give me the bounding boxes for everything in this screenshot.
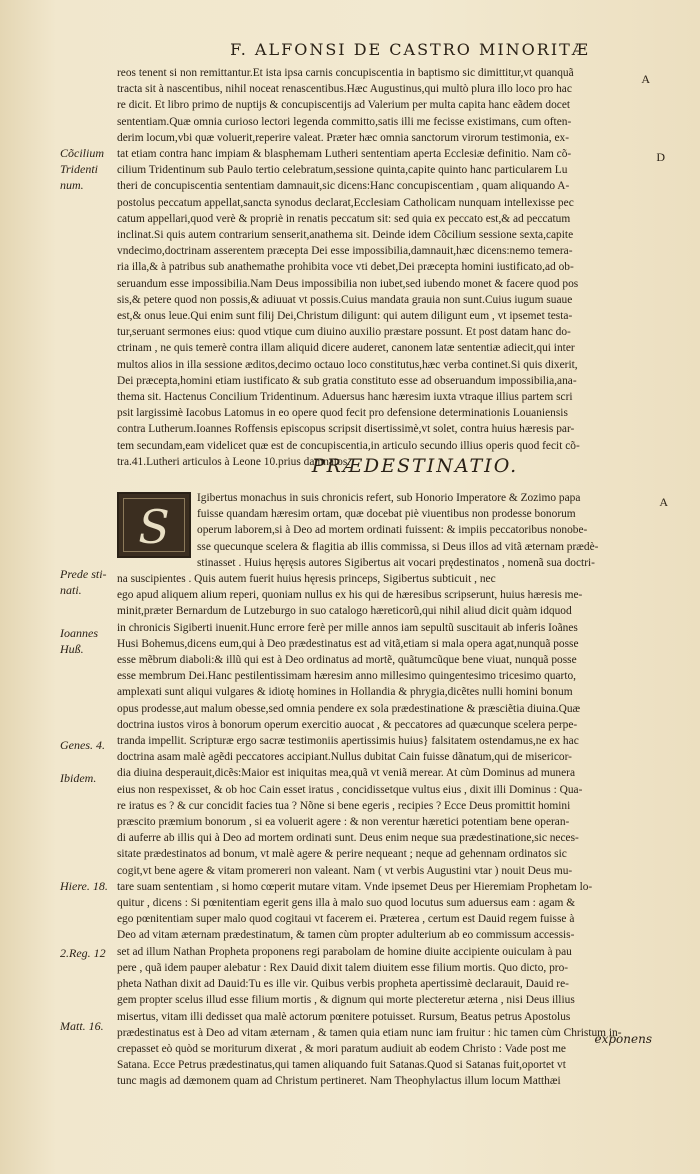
margin-note-concilium: Cõcilium Tridenti num. <box>60 146 104 192</box>
text-line: minit,præter Bernardum de Lutzeburgo in suo catalogo hæreticorũ,qui nihil aliud dicit quàm idquod <box>117 605 572 618</box>
text-line: ego apud aliquem alium reperi, quoniam nullus ex his qui de hæresibus scripserunt, huius hæresis me- <box>117 589 583 602</box>
text-line: seruandum esse impossibilia.Nam Deus impossibilia non iubet,sed iubendo monet & facere quod pos <box>117 277 579 290</box>
text-line: operum laborem,si à Deo ad mortem ordinati fuissent: & impiis peccatoribus nonobe- <box>197 524 588 537</box>
text-line: tat etiam contra hanc impiam & blasphemam Lutheri sententiam aperta Ecclesiæ definitio. Nam cõ- <box>117 148 572 161</box>
text-line: cogit,vt bene agere & vitam promereri non valeant. Nam ( vt verbis Augustini vtar ) nouit Deus mu- <box>117 864 573 877</box>
margin-note-ibidem: Ibidem. <box>60 771 97 785</box>
text-line: inclinat.Si quis autem contrarium senserit,anathema sit. Deinde idem Cõcilium sessione sexta,capite <box>117 229 574 242</box>
text-line: ego pœnitentiam super malo quod cogitaui vt facerem ei. Præterea , certum est Dauid regem fuisse à <box>117 913 575 926</box>
text-line: in chronicis Sigiberti inuenit.Hunc errore ferè per mille annos iam sepultũ suscitauit ab inferis Ioãnes <box>117 621 578 634</box>
text-line: sententiam.Quæ omnia curioso lectori legenda committo,satis illi me fecisse existimans, cum often- <box>117 115 572 128</box>
text-line: theri de concupiscentia sententiam damnauit,sic dicens:Hanc concupiscentiam , quam aliquando A- <box>117 180 570 193</box>
catchword: exponens <box>594 1032 652 1046</box>
text-line: re dicit. Et libro primo de nuptijs & concupiscentijs ad Valerium per multa capita hanc eãdem docet <box>117 99 571 112</box>
text-line: tra.41.Lutheri articulos à Leone 10.prius damnatos. <box>117 455 351 468</box>
text-line: misertus, vitam illi dedisset qua malè actorum pœnitere potuisset. Rursum, Beatus petrus Apostolus <box>117 1010 571 1023</box>
text-line: est,& onus leue.Qui enim sunt filij Dei,Christum diligunt: qui autem diligunt eum , vt ipsemet testa- <box>117 310 573 323</box>
text-line: reos tenent si non remittantur.Et ista ipsa carnis concupiscentia in baptismo sic dimittitur,vt quanquã <box>117 67 574 79</box>
text-line: Husi Bohemus,dicens eum,qui à Deo prædestinatus est ad vitã,etiam si mala opera agat,nunquã posse <box>117 637 579 650</box>
text-line: vndecimo,doctrinam asserentem præcepta Dei esse impossibilia,damnauit,hæc dicens:nemo temera- <box>117 245 573 258</box>
section-title: PRÆDESTINATIO. <box>311 455 519 477</box>
text-line: pheta Nathan dixit ad Dauid:Tu es ille vir. Quibus verbis propheta apertissimè declarauit, Dauid re- <box>117 978 569 991</box>
text-line: gem propter scelus illud esse filium mortis , & dignum qui morte plecteretur æterna , nisi Deus illius <box>117 994 575 1007</box>
margin-letter-a-top: A <box>641 72 650 86</box>
text-line: postolus peccatum appellat,sancta synodus declarat,Ecclesiam Catholicam nunquam intellexisse pec <box>117 196 574 209</box>
text-line: catum appellari,quod verè & propriè in renatis peccatum sit: sed quia ex peccato est,& ad peccatum <box>117 212 571 225</box>
text-line: multos alios in illa sessione æditos,decimo octauo loco constitutus,hæc verba continet.Si quis dixerit, <box>117 358 578 371</box>
text-line: tem secundam,eam videlicet quæ est de concupiscentia,in articulo secundo illius operis quod fecit cõ- <box>117 439 580 452</box>
text-line: opus prodesse,aut malum obesse,sed omnia pendere ex sola prædestinatione & præsciẽtia diuina.Quæ <box>117 702 581 715</box>
text-line: na suscipientes . Quis autem fuerit huius hęresis princeps, Sigibertus subticuit , nec <box>117 573 496 586</box>
text-line: Satana. Ecce Petrus prædestinatus,qui tamen aliquando fuit Satanas.Quod si Satanas fuit,oportet vt <box>117 1059 566 1072</box>
text-line: ctrinam , ne quis temerè contra illam aliquid dicere auderet, canonem latæ sententiæ adiecit,qui inter <box>117 342 575 355</box>
text-line: re iratus es ? & cur concidit facies tua ? Nõne si bene egeris , recipies ? Ecce Deus promittit homini <box>117 799 571 812</box>
running-head: F. ALFONSI DE CASTRO MINORITÆ <box>230 40 590 59</box>
text-line: crepasset eò quòd se moriturum dixerat , & mori paratum audiuit ab eodem Christo : Vade post me <box>117 1042 566 1055</box>
margin-note-genesis: Genes. 4. <box>60 738 105 752</box>
text-line: quitur , dicens : Si pœnitentiam egerit gens illa à malo suo quod locutus sum aduersus eam : agam & <box>117 897 576 910</box>
margin-note-matthew: Matt. 16. <box>60 1019 104 1033</box>
text-line: tunc magis ad dæmonem quam ad Christum pertineret. Nam Theophylactus illum locum Matthæi <box>117 1075 561 1088</box>
text-line: esse membrum Dei.Hanc pestilentissimam hæresim anno millesimo quingentesimo tricesimo quarto, <box>117 670 577 683</box>
text-line: derim locum,vbi quæ voluerit,reperire valeat. Præter hæc omnia sanctorum virorum testimonia, ex- <box>117 131 570 144</box>
text-line: sitate prædestinatos ad bonum, vt malè agere & perire nequeant ; neque ad gehennam ordinatos sic <box>117 848 567 861</box>
margin-note-ioannes-hus: Ioannes Huß. <box>60 626 98 656</box>
text-line: psit largissimè Iacobus Latomus in eo opere quod fecit pro defensione determinationis Louaniensis <box>117 407 568 420</box>
text-line: fuisse quandam hæresim ortam, quæ docebat piè viuentibus non prodesse bonorum <box>197 508 576 521</box>
margin-note-praedestinati: Prede sti- nati. <box>60 567 107 597</box>
text-line: Dei præcepta,homini etiam iustificato & sub gratia constituto esse ad obseruandum impossibilia,ana- <box>117 374 577 387</box>
text-line: prædestinatus est à Deo ad vitam æternam , & tamen quia etiam nunc iam fruitur : hic tamen cùm Christum in- <box>117 1026 622 1039</box>
text-line: di auferre ab illis qui à Deo ad mortem ordinati sunt. Deus enim neque sua prædestinatione,sic neces- <box>117 832 579 845</box>
margin-letter-d: D <box>656 150 665 164</box>
text-line: amplexati sunt aliqui vulgares & idiotę homines in Hollandia & phrygia,dicẽtes nulli homini bonum <box>117 686 573 699</box>
text-line: præscito præmium bonorum , si ea voluerit agere : & non verentur hæretici potentiam bene operan- <box>117 816 570 829</box>
text-line: contra Lutherum.Ioannes Roffensis episcopus scripsit disertissimè,vt solet, contra huius hæresis par- <box>117 423 575 436</box>
text-line: Deo ad vitam æternam prædestinatum, & tamen cùm propter adulterium ab eo commissum accessis- <box>117 929 575 942</box>
text-line: stinasset . Huius hęręsis autores Sigibertus ait vocari prędestinatos , nomenã sua doctri- <box>197 556 595 569</box>
text-line: tare suam sententiam , si homo cœperit mutare vitam. Vnde ipsemet Deus per Hieremiam Prophetam lo- <box>117 880 593 893</box>
text-line: eius non respexisset, & ob hoc Cain esset iratus , concidissetque vultus eius , dixit illi Dominus : Qua- <box>117 783 583 796</box>
initial-letter: S <box>123 498 185 552</box>
text-line: Igibertus monachus in suis chronicis refert, sub Honorio Imperatore & Zozimo papa <box>197 492 581 504</box>
text-line: dia diuina desperauit,dicẽs:Maior est iniquitas mea,quã vt veniã merear. At cùm Dominus ad munera <box>117 767 576 780</box>
text-line: pere , quã idem pauper alebatur : Rex Dauid dixit talem diuitem esse filium mortis. Quo dicto, pro- <box>117 961 569 974</box>
text-line: doctrina iustos viros à bonorum operum exercitio auocat , & peccatores ad quæcunque scelera perpe- <box>117 718 578 731</box>
text-line: sis,& petere quod non possis,& adiuuat vt possis.Cuius mandata grauia non sunt.Cuius iugum suaue <box>117 293 573 306</box>
margin-letter-a-mid: A <box>659 495 668 509</box>
margin-note-2-reg: 2.Reg. 12 <box>60 946 106 960</box>
text-line: esse mẽbrum diaboli:& illũ qui est à Deo ordinatus ad mortẽ, quãtumcũque bene viuat, nunquã posse <box>117 654 577 667</box>
text-line: doctrina asam malè agẽdi peccatores accipiant.Nullus dubitat Cain fuisse dãnatum,qui de misericor- <box>117 751 572 764</box>
text-line: thema sit. Hactenus Concilium Tridentinum. Aduersus hanc hæresim iuxta vtraque illius partem scri <box>117 391 573 404</box>
margin-note-hieremias: Hiere. 18. <box>60 879 108 893</box>
text-block-praedestinatio <box>117 490 657 1090</box>
text-line: tracta sit à nascentibus, nihil noceat renascentibus.Hæc Augustinus,qui multò plura illo loco pro hac <box>117 83 572 96</box>
text-line: ria illa,& à patribus sub anathemathe prohibita voce vti debet,Dei præcepta homini iustificato,ad ob- <box>117 261 574 274</box>
text-line: sse quecunque scelera & flagitia ab illis commissa, si Deus illos ad vitã æternam prædè- <box>197 540 599 553</box>
text-line: tur,seruant sermones eius: quod vtique cum diuino auxilio præstare possunt. Et post datam hanc do- <box>117 326 571 339</box>
text-line: set ad illum Nathan Propheta proponens regi parabolam de homine diuite accipiente ouiculam à pau <box>117 945 572 958</box>
text-block-concupiscentia <box>117 65 657 470</box>
text-line: tranda impellit. Scripturæ ergo sacræ testimoniis apertissimis huius} falsitatem ostendamus,ne ex hac <box>117 735 579 748</box>
text-line: cilium Tridentinum sub Paulo tertio celebratum,sessione quinta,capite quinto hanc particularem Lu <box>117 164 568 177</box>
